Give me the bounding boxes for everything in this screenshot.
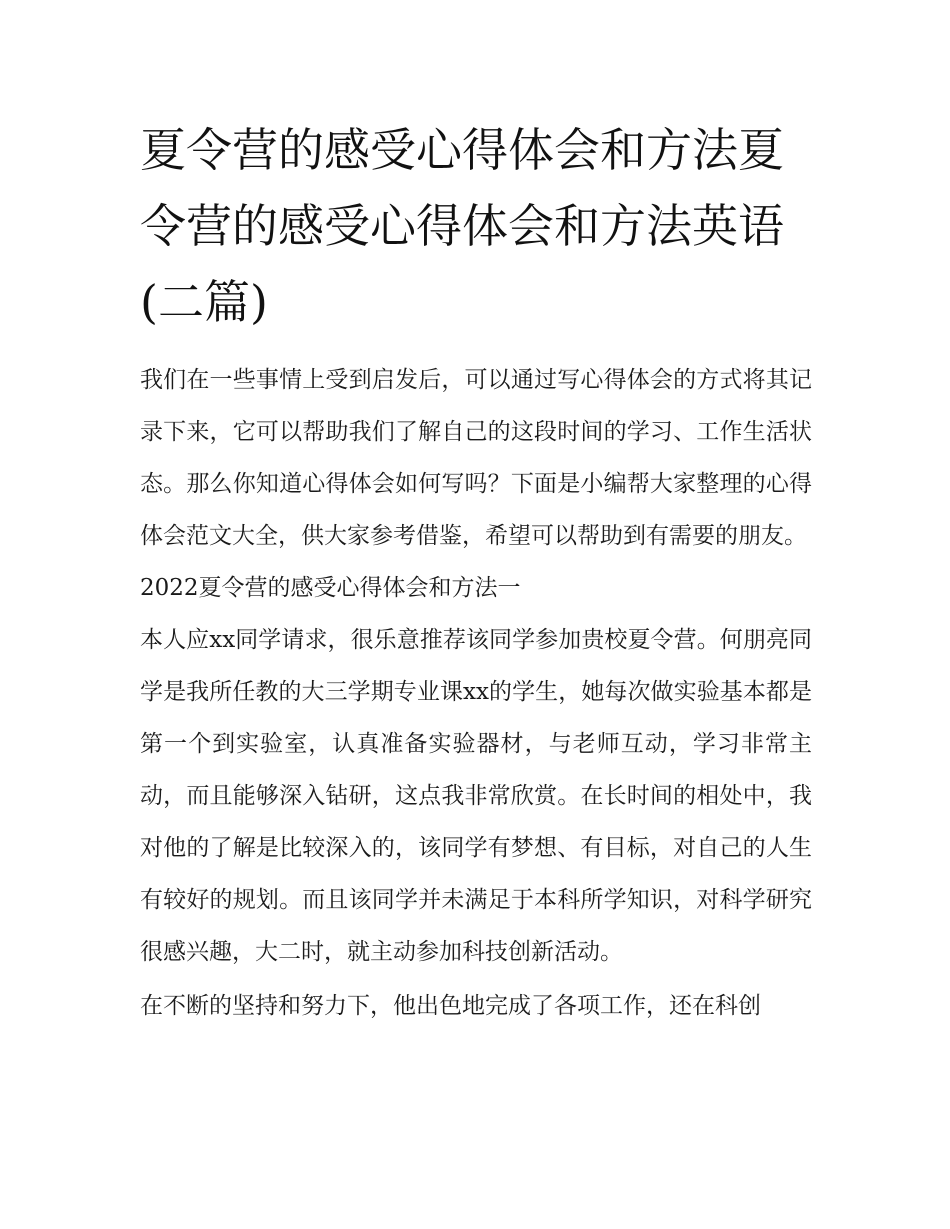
- section-heading: 2022夏令营的感受心得体会和方法一: [140, 575, 521, 601]
- body-paragraph-2: 在不断的坚持和努力下，他出色地完成了各项工作，还在科创: [140, 993, 761, 1019]
- intro-paragraph: 我们在一些事情上受到启发后，可以通过写心得体会的方式将其记录下来，它可以帮助我们了解自己的这段时间的学习、工作生活状态。那么你知道心得体会如何写吗？下面是小编帮大家整理的心得体会范文大全，供大家参考借鉴，希望可以帮助到有需要的朋友。: [140, 367, 812, 549]
- document-title: 夏令营的感受心得体会和方法夏令营的感受心得体会和方法英语(二篇): [140, 123, 784, 329]
- document-page: [140, 112, 812, 1032]
- body-paragraph-1: 本人应xx同学请求，很乐意推荐该同学参加贵校夏令营。何朋亮同学是我所任教的大三学期专业课xx的学生，她每次做实验基本都是第一个到实验室，认真准备实验器材，与老师互动，学习非常主动，而且能够深入钻研，这点我非常欣赏。在长时间的相处中，我对他的了解是比较深入的，该同学有梦想、有目标，对自己的人生有较好的规划。而且该同学并未满足于本科所学知识，对科学研究很感兴趣，大二时，就主动参加科技创新活动。: [140, 627, 812, 965]
